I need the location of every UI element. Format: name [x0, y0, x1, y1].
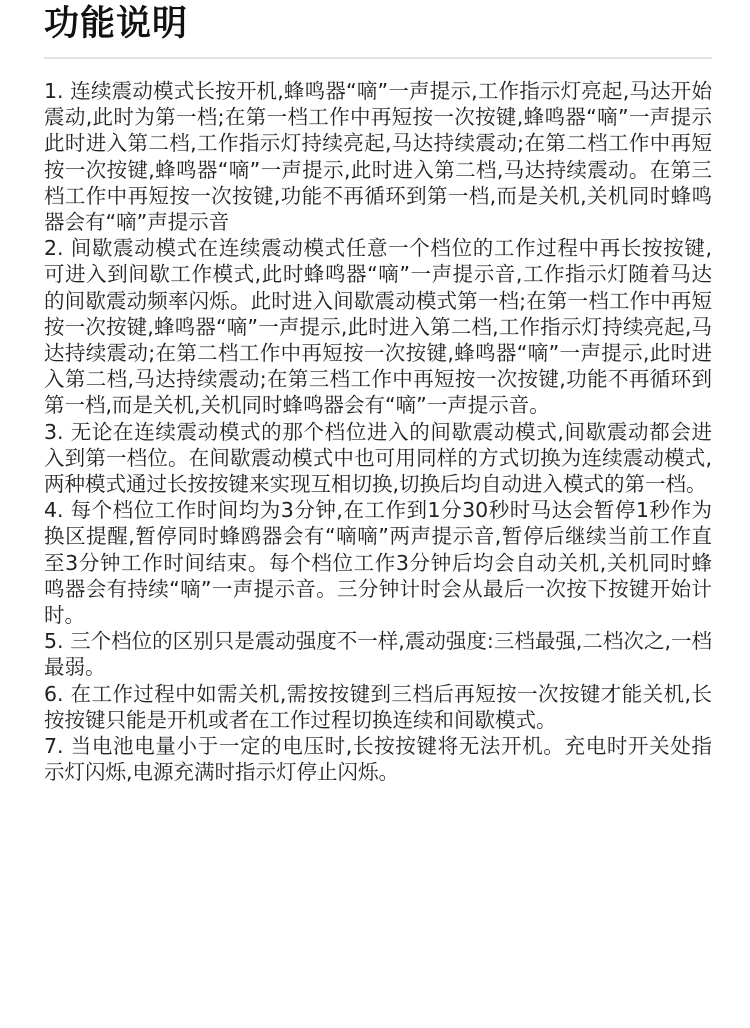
instruction-list: [44, 78, 712, 785]
instruction-item-5: 5. 三个档位的区别只是震动强度不一样,震动强度:三档最强,二档次之,一档最弱。: [44, 629, 712, 680]
instruction-item-6: 6. 在工作过程中如需关机,需按按键到三档后再短按一次按键才能关机,长按按键只能是开机或者在工作过程切换连续和间歇模式。: [44, 681, 712, 732]
instruction-item-2: 2. 间歇震动模式在连续震动模式任意一个档位的工作过程中再长按按键,可进入到间歇工作模式,此时蜂鸣器“嘀”一声提示音,工作指示灯随着马达的间歇震动频率闪烁。此时进入间歇震动模式第一档;在第一档工作中再短按一次按键,蜂鸣器“嘀”一声提示,此时进入第二档,工作指示灯持续亮起,马达持续震动;在第二档工作中再短按一次按键,蜂鸣器“嘀”一声提示,此时进入第二档,马达持续震动;在第三档工作中再短按一次按键,功能不再循环到第一档,而是关机,关机同时蜂鸣器会有“嘀”一声提示音。: [44, 236, 712, 418]
page-title: 功能说明: [44, 4, 189, 44]
instruction-item-7: 7. 当电池电量小于一定的电压时,长按按键将无法开机。充电时开关处指示灯闪烁,电源充满时指示灯停止闪烁。: [44, 734, 712, 785]
instruction-item-3: 3. 无论在连续震动模式的那个档位进入的间歇震动模式,间歇震动都会进入到第一档位。在间歇震动模式中也可用同样的方式切换为连续震动模式,两种模式通过长按按键来实现互相切换,切换后均自动进入模式的第一档。: [44, 419, 712, 497]
instruction-item-1: 1. 连续震动模式长按开机,蜂鸣器“嘀”一声提示,工作指示灯亮起,马达开始震动,此时为第一档;在第一档工作中再短按一次按键,蜂鸣器“嘀”一声提示此时进入第二档,工作指示灯持续亮起,马达持续震动;在第二档工作中再短按一次按键,蜂鸣器“嘀”一声提示,此时进入第二档,马达持续震动。在第三档工作中再短按一次按键,功能不再循环到第一档,而是关机,关机同时蜂鸣器会有“嘀”声提示音: [44, 79, 712, 235]
title-divider: [44, 57, 712, 59]
instruction-item-4: 4. 每个档位工作时间均为3分钟,在工作到1分30秒时马达会暂停1秒作为换区提醒,暂停同时蜂鸥器会有“嘀嘀”两声提示音,暂停后继续当前工作直至3分钟工作时间结束。每个档位工作3分钟后均会自动关机,关机同时蜂鸣器会有持续“嘀”一声提示音。三分钟计时会从最后一次按下按键开始计时。: [44, 498, 712, 628]
